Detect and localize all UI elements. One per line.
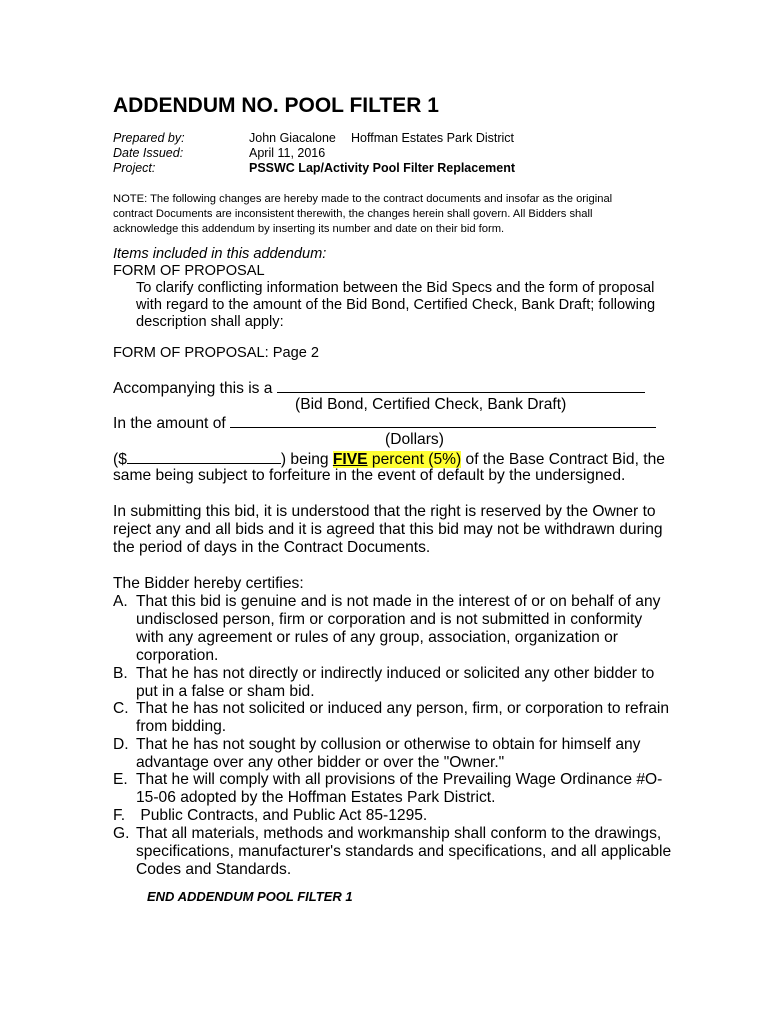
submitting-line: In submitting this bid, it is understood that the right is reserved by the Owner to <box>113 503 656 520</box>
five-highlight: FIVE <box>332 451 368 468</box>
list-letter: A. <box>113 593 128 610</box>
dollar-blank[interactable] <box>127 449 281 464</box>
accompanying-blank[interactable] <box>277 378 645 393</box>
list-item-line: That all materials, methods and workmanship shall conform to the drawings, <box>136 825 662 842</box>
list-item-line: That he will comply with all provisions of the Prevailing Wage Ordinance #O- <box>136 771 663 788</box>
form-heading: FORM OF PROPOSAL <box>113 263 265 279</box>
list-item-line: That he has not directly or indirectly induced or solicited any other bidder to <box>136 665 655 682</box>
list-letter: C. <box>113 700 129 717</box>
date-value: April 11, 2016 <box>249 146 326 160</box>
list-item-line: That he has not solicited or induced any person, firm, or corporation to refrain <box>136 700 670 717</box>
list-item-line: Codes and Standards. <box>136 861 292 878</box>
prepared-by-row <box>113 131 633 147</box>
list-item-line: put in a false or sham bid. <box>136 683 315 700</box>
amount-label: In the amount of <box>113 415 226 432</box>
list-item-line: advantage over any other bidder or over the "Owner." <box>136 754 505 771</box>
amount-row <box>113 413 656 433</box>
list-letter: F. <box>113 807 126 824</box>
open-paren: ($ <box>113 451 127 468</box>
forfeiture-line: same being subject to forfeiture in the event of default by the undersigned. <box>113 467 626 484</box>
clarify-line: To clarify conflicting information between the Bid Specs and the form of proposal <box>136 280 655 296</box>
list-letter: B. <box>113 665 128 682</box>
list-letter: E. <box>113 771 128 788</box>
being-text: ) being <box>280 451 329 468</box>
accompanying-label: Accompanying this is a <box>113 380 273 397</box>
contract-bid-text: of the Base Contract Bid, the <box>465 451 665 468</box>
being-row <box>113 449 665 469</box>
list-letter: D. <box>113 736 129 753</box>
accompanying-row <box>113 378 645 398</box>
prepared-by-name: John Giacalone <box>249 131 336 145</box>
list-item-line: That he has not sought by collusion or otherwise to obtain for himself any <box>136 736 641 753</box>
list-letter: G. <box>113 825 130 842</box>
list-item-line: undisclosed person, firm or corporation and is not submitted in conformity <box>136 611 643 628</box>
list-item-line: Public Contracts, and Public Act 85-1295. <box>136 807 428 824</box>
percent-text: percent (5%) <box>371 451 462 468</box>
prepared-by-label: Prepared by: <box>113 131 185 145</box>
list-item-line: with any agreement or rules of any group, association, organization or <box>136 629 618 646</box>
dollars-hint: (Dollars) <box>385 431 444 448</box>
accompanying-hint: (Bid Bond, Certified Check, Bank Draft) <box>295 396 567 413</box>
date-row <box>113 146 633 162</box>
form-page-label: FORM OF PROPOSAL: Page 2 <box>113 345 319 361</box>
date-label: Date Issued: <box>113 146 184 160</box>
certifies-heading: The Bidder hereby certifies: <box>113 575 304 592</box>
list-item-line: 15-06 adopted by the Hoffman Estates Park District. <box>136 789 496 806</box>
items-heading: Items included in this addendum: <box>113 246 327 262</box>
note-paragraph: NOTE: The following changes are hereby made to the contract documents and insofar as the original contract Documents are inconsistent therewith, the changes herein shall govern. All Bidders shall acknowledge this addendum by inserting its number and date on their bid form. <box>113 193 613 235</box>
end-addendum-label: END ADDENDUM POOL FILTER 1 <box>147 889 353 904</box>
submitting-line: reject any and all bids and it is agreed that this bid may not be withdrawn during <box>113 521 663 538</box>
project-row <box>113 161 633 177</box>
submitting-line: the period of days in the Contract Documents. <box>113 539 431 556</box>
clarify-line: with regard to the amount of the Bid Bond, Certified Check, Bank Draft; following <box>136 297 656 313</box>
list-item-line: corporation. <box>136 647 219 664</box>
list-item-line: specifications, manufacturer's standards and specifications, and all applicable <box>136 843 672 860</box>
prepared-by-org: Hoffman Estates Park District <box>351 131 515 145</box>
percent-highlight <box>368 451 462 468</box>
clarify-line: description shall apply: <box>136 314 284 330</box>
list-item-line: from bidding. <box>136 718 227 735</box>
list-item-line: That this bid is genuine and is not made in the interest of or on behalf of any <box>136 593 661 610</box>
amount-blank[interactable] <box>230 413 656 428</box>
page-title: ADDENDUM NO. POOL FILTER 1 <box>113 94 439 117</box>
project-value: PSSWC Lap/Activity Pool Filter Replacement <box>249 161 516 175</box>
project-label: Project: <box>113 161 156 175</box>
